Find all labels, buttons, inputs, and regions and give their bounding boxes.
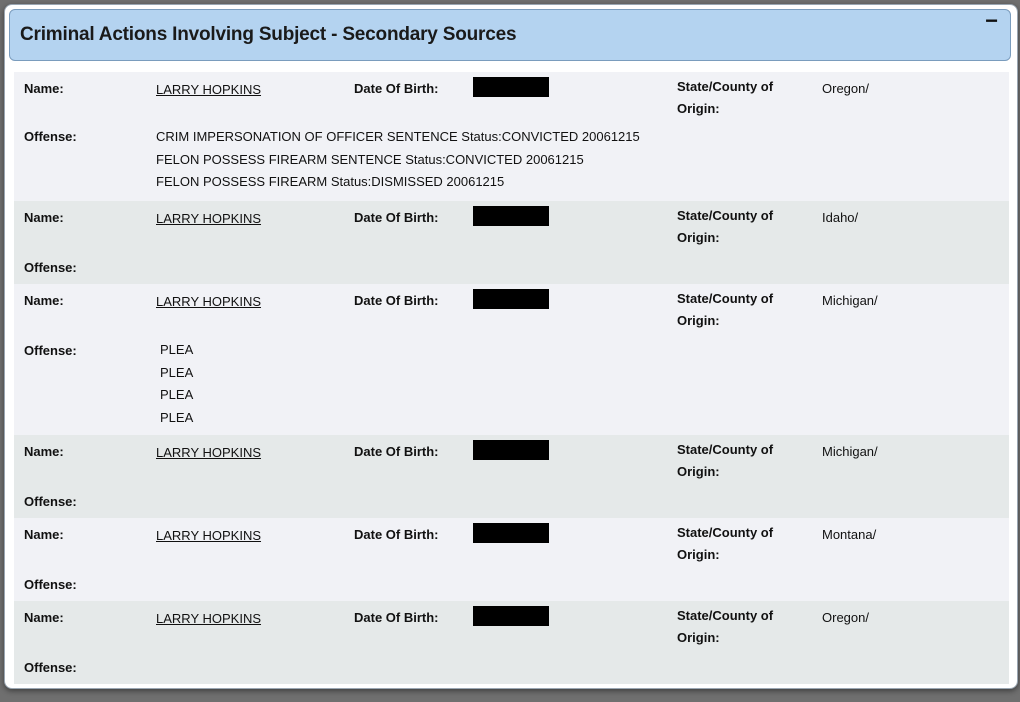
record-row: [14, 518, 1009, 601]
dob-label: Date Of Birth:: [354, 527, 439, 542]
offense-item: PLEA: [160, 387, 194, 402]
record-row: [14, 601, 1009, 684]
dob-redaction: [473, 523, 549, 543]
subject-name-link[interactable]: LARRY HOPKINS: [156, 528, 262, 543]
record-row: [14, 284, 1009, 435]
dob-label: Date Of Birth:: [354, 610, 439, 625]
name-label: Name:: [24, 444, 64, 459]
dob-label: Date Of Birth:: [354, 210, 439, 225]
state-value: Michigan/: [822, 293, 878, 308]
state-county-label: [677, 605, 797, 649]
offense-label: Offense:: [24, 577, 77, 592]
name-label: Name:: [24, 293, 64, 308]
state-label-line2: Origin:: [677, 547, 720, 562]
name-label: Name:: [24, 81, 64, 96]
state-label-line2: Origin:: [677, 464, 720, 479]
state-county-label: [677, 522, 797, 566]
offense-label: Offense:: [24, 660, 77, 675]
offense-label: Offense:: [24, 260, 77, 275]
state-county-label: [677, 288, 797, 332]
state-value: Montana/: [822, 527, 877, 542]
offense-item: CRIM IMPERSONATION OF OFFICER SENTENCE Status:CONVICTED 20061215: [156, 129, 640, 144]
dob-redaction: [473, 440, 549, 460]
offense-label: Offense:: [24, 129, 77, 144]
state-label-line1: State/County of: [677, 525, 774, 540]
state-county-label: [677, 205, 797, 249]
subject-name-link[interactable]: LARRY HOPKINS: [156, 445, 262, 460]
offense-label: Offense:: [24, 343, 77, 358]
state-label-line2: Origin:: [677, 630, 720, 645]
panel-header: [9, 9, 1011, 61]
state-value: Oregon/: [822, 610, 869, 625]
offense-list: [160, 339, 193, 429]
name-label: Name:: [24, 210, 64, 225]
secondary-sources-panel: [4, 4, 1018, 689]
dob-label: Date Of Birth:: [354, 81, 439, 96]
state-label-line2: Origin:: [677, 230, 720, 245]
offense-item: PLEA: [160, 409, 194, 425]
record-row: [14, 72, 1009, 201]
record-row: [14, 435, 1009, 518]
dob-redaction: [473, 206, 549, 226]
state-label-line1: State/County of: [677, 208, 774, 223]
state-label-line1: State/County of: [677, 442, 774, 457]
collapse-icon[interactable]: −: [985, 8, 998, 33]
subject-name-link[interactable]: LARRY HOPKINS: [156, 82, 262, 97]
subject-name-link[interactable]: LARRY HOPKINS: [156, 294, 262, 309]
state-county-label: [677, 439, 797, 483]
dob-redaction: [473, 77, 549, 97]
offense-item: FELON POSSESS FIREARM Status:DISMISSED 20061215: [156, 174, 505, 189]
name-label: Name:: [24, 610, 64, 625]
state-value: Idaho/: [822, 210, 859, 225]
state-value: Michigan/: [822, 444, 878, 459]
state-label-line2: Origin:: [677, 101, 720, 116]
offense-list: [156, 126, 640, 194]
dob-label: Date Of Birth:: [354, 293, 439, 308]
dob-redaction: [473, 289, 549, 309]
panel-title: Criminal Actions Involving Subject - Secondary Sources: [20, 24, 517, 45]
dob-redaction: [473, 606, 549, 626]
subject-name-link[interactable]: LARRY HOPKINS: [156, 611, 262, 626]
state-label-line2: Origin:: [677, 313, 720, 328]
state-value: Oregon/: [822, 81, 869, 96]
offense-item: PLEA: [160, 342, 194, 357]
state-label-line1: State/County of: [677, 79, 774, 94]
offense-item: FELON POSSESS FIREARM SENTENCE Status:CONVICTED 20061215: [156, 151, 584, 167]
record-row: [14, 201, 1009, 284]
offense-item: PLEA: [160, 364, 194, 380]
state-label-line1: State/County of: [677, 608, 774, 623]
state-label-line1: State/County of: [677, 291, 774, 306]
offense-label: Offense:: [24, 494, 77, 509]
state-county-label: [677, 76, 797, 120]
subject-name-link[interactable]: LARRY HOPKINS: [156, 211, 262, 226]
dob-label: Date Of Birth:: [354, 444, 439, 459]
name-label: Name:: [24, 527, 64, 542]
